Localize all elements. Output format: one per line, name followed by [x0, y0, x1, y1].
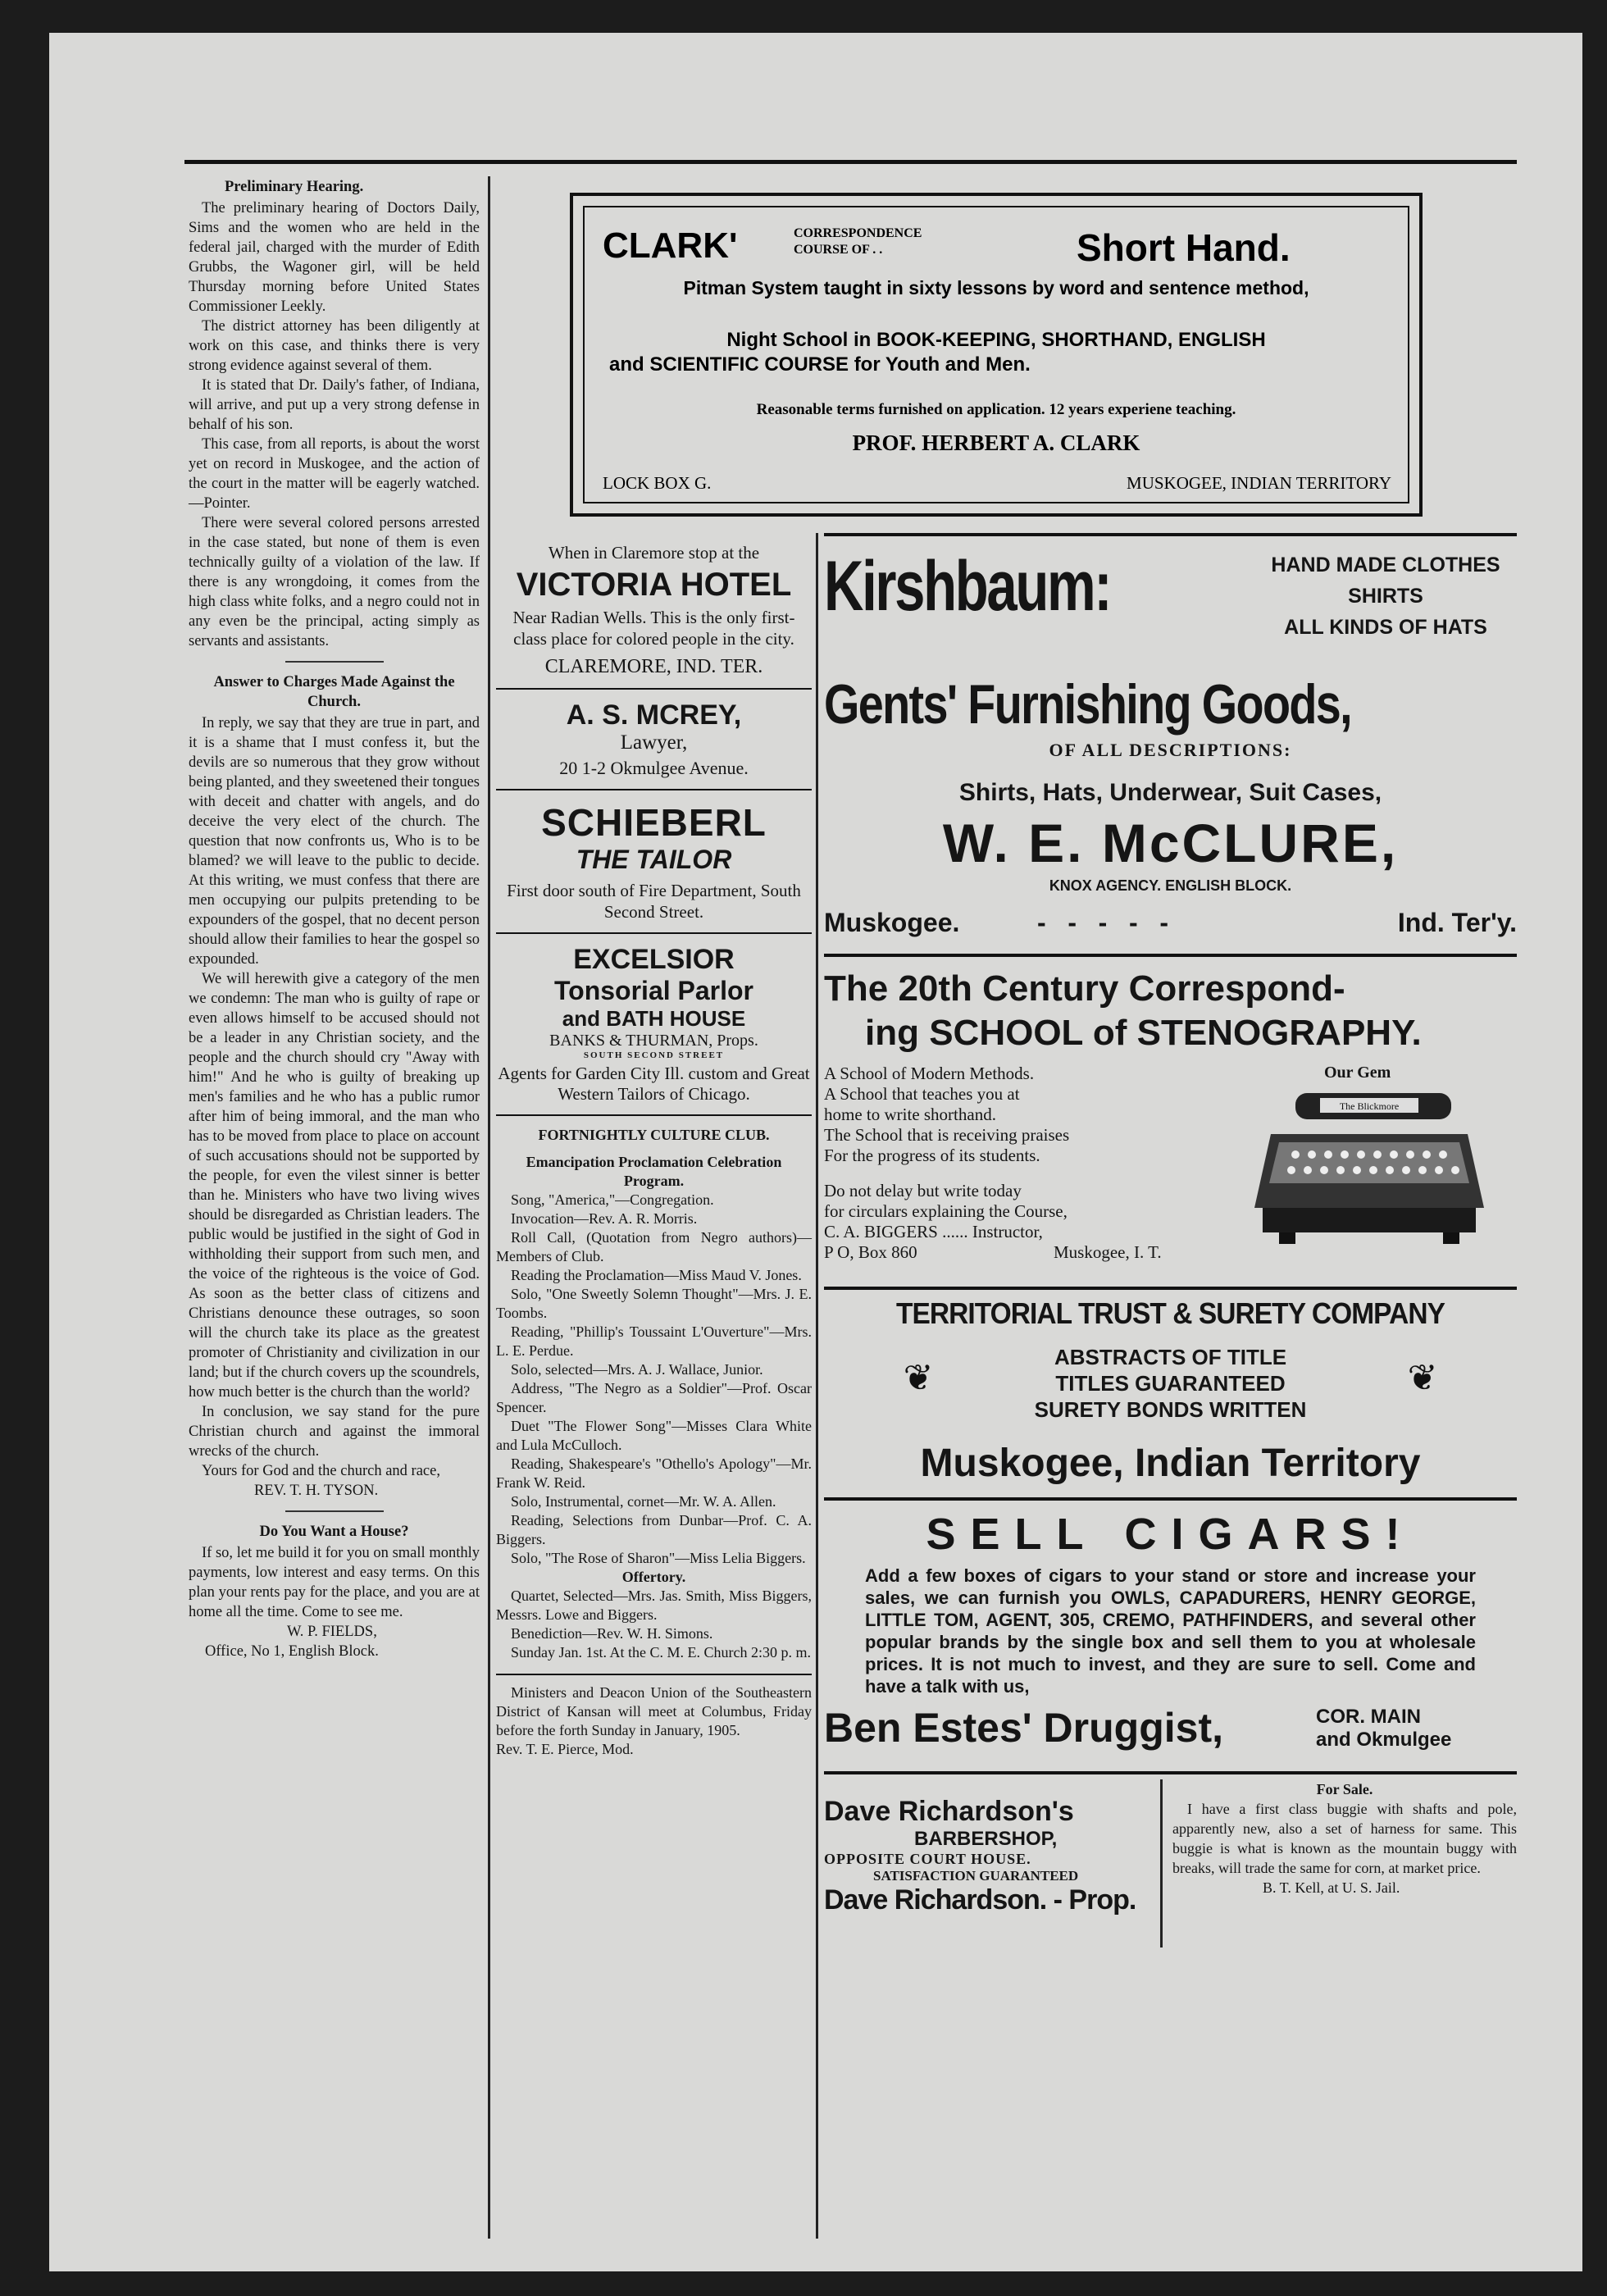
paragraph: The preliminary hearing of Doctors Daily, Sims and the women who are held in the federal jail, charged with the murder of Edith Grubbs, the Wagoner girl, will be held Thursday morning before United States Commissioner Leekly. [189, 200, 480, 315]
divider [496, 932, 812, 934]
program-item: Duet "The Flower Song"—Misses Clara White and Lula McCulloch. [496, 1418, 812, 1453]
barber-shop: BARBERSHOP, [914, 1828, 1058, 1850]
paragraph: The district attorney has been diligently at work on this case, and thinks there is very strong evidence against several of them. [189, 318, 480, 374]
paragraph: This case, from all reports, is about the worst yet on record in Muskogee, and the action of the court in the matter will be eagerly watched.—Pointer. [189, 436, 480, 512]
divider [496, 1114, 812, 1116]
trust-body [824, 1341, 1517, 1431]
mcrey-title: Lawyer, [620, 731, 688, 754]
schieberl-name: SCHIEBERL [541, 801, 767, 844]
corner-line: and Okmulgee [1316, 1729, 1452, 1751]
ind-ter: Ind. Ter'y. [1397, 908, 1517, 937]
ministers-mod: Rev. T. E. Pierce, Mod. [496, 1741, 634, 1757]
shirts-line: Shirts, Hats, Underwear, Suit Cases, [958, 779, 1382, 806]
steno-line: A School of Modern Methods. [824, 1064, 1035, 1083]
barber-opposite: OPPOSITE COURT HOUSE. [824, 1851, 1031, 1867]
trust-line: SURETY BONDS WRITTEN [1034, 1397, 1307, 1422]
estes-name: Ben Estes' Druggist, [824, 1705, 1223, 1751]
steno-instructor: C. A. BIGGERS ...... Instructor, [824, 1222, 1043, 1241]
mcrey-address: 20 1-2 Okmulgee Avenue. [559, 758, 749, 778]
program-item: Reading the Proclamation—Miss Maud V. Jones. [511, 1267, 802, 1283]
clark-shorthand-ad [570, 193, 1423, 517]
corner-line: COR. MAIN [1316, 1706, 1421, 1728]
paragraph: In conclusion, we say stand for the pure Christian church and against the immoral wrecks of the church. [189, 1404, 480, 1460]
column-divider-1 [488, 176, 490, 2239]
trust-city: Muskogee, Indian Territory [920, 1442, 1421, 1485]
advertiser-name: W. P. FIELDS, [287, 1624, 377, 1640]
column-divider-2 [816, 533, 818, 2239]
program-item: Invocation—Rev. A. R. Morris. [511, 1210, 698, 1227]
for-sale-ad [1172, 1779, 1517, 1897]
program-item: Address, "The Negro as a Soldier"—Prof. Oscar Spencer. [496, 1380, 812, 1415]
divider [824, 533, 1517, 536]
our-gem: Our Gem [1324, 1064, 1391, 1082]
steno-title-1: The 20th Century Correspond- [824, 968, 1345, 1009]
kirshbaum-side [1254, 549, 1517, 643]
ornament-icon: ❦ [1407, 1358, 1438, 1398]
program-item: Sunday Jan. 1st. At the C. M. E. Church 2:30 p. m. [511, 1644, 811, 1660]
paragraph: If so, let me build it for you on small monthly payments, low interest and easy terms. On this plan your rents pay for the place, and you are at home all the time. Come to see me. [189, 1545, 480, 1620]
excelsior-street: SOUTH SECOND STREET [583, 1050, 725, 1060]
ad-divider [1160, 1779, 1163, 1947]
column-left [189, 174, 480, 1661]
trust-line: TITLES GUARANTEED [1055, 1371, 1286, 1396]
stenography-body [824, 1064, 1517, 1277]
divider [824, 1497, 1517, 1501]
excelsior-name: EXCELSIOR [573, 944, 735, 975]
program-item: Benediction—Rev. W. H. Simons. [511, 1625, 713, 1642]
program-item: Quartet, Selected—Mrs. Jas. Smith, Miss Biggers, Messrs. Lowe and Biggers. [496, 1588, 812, 1623]
estes-corner [1316, 1706, 1451, 1752]
steno-title-2: ing SCHOOL of STENOGRAPHY. [865, 1013, 1422, 1053]
for-sale-title: For Sale. [1316, 1781, 1373, 1797]
excelsior-props: BANKS & THURMAN, Props. [549, 1032, 758, 1050]
column-middle [496, 533, 812, 1759]
night-school-1: Night School in BOOK-KEEPING, SHORTHAND, ENGLISH [726, 329, 1266, 351]
newspaper-page [49, 33, 1582, 2271]
program-list [496, 1191, 812, 1662]
gents-furnishing: Gents' Furnishing Goods, [824, 673, 1352, 736]
paragraph: We will herewith give a category of the men we condemn: The man who is guilty of rape or even allows himself to be accused should not be a leader in any Christian society, and the people and the church should cry "Away with him!" And he who is guilty of breaking up men's families and he who has a public rumor after him of being immoral, and the man who has to be moved from place to place on account of such accusations should not be supported by the people, for even the vilest sinner is better than he. Ministers who have two living wives should be disregarded as Christian leaders. The public would be justified in the sight of God in withholding their support from such men, and the voice of the righteous is the voice of God. As soon as the better class of citizens and Christians denounce these outrages, so soon will the church take its place as the greatest promoter of Christianity and civilization in our land; but if the church covers up the scoundrels, how much better is the church than the world? [189, 971, 480, 1401]
side-line: SHIRTS [1348, 585, 1423, 608]
offertory: Offertory. [621, 1569, 686, 1585]
barber-ad [824, 1796, 1152, 1916]
steno-line: The School that is receiving praises [824, 1125, 1070, 1145]
stenography-title [824, 967, 1517, 1055]
bottom-ads [824, 1779, 1517, 1952]
divider [824, 954, 1517, 957]
program-item: Reading, Selections from Dunbar—Prof. C. A. Biggers. [496, 1512, 812, 1547]
side-line: ALL KINDS OF HATS [1284, 616, 1487, 639]
victoria-city: CLAREMORE, IND. TER. [544, 656, 763, 677]
steno-line: for circulars explaining the Course, [824, 1201, 1068, 1221]
course-line-1: CORRESPONDENCE [794, 226, 922, 240]
excelsior-line2: Tonsorial Parlor [553, 976, 753, 1005]
mcrey-name: A. S. MCREY, [566, 699, 742, 731]
program-item: Solo, "The Rose of Sharon"—Miss Lelia Biggers. [511, 1550, 806, 1566]
cigars-body: Add a few boxes of cigars to your stand or store and increase your sales, we can furnish you OWLS, CAPADURERS, HENRY GEORGE, LITTLE TOM, AGENT, 305, CREMO, PATHFINDERS, and several other popular brands by the single box and sell them to you at wholesale prices. It is not much to invest, and they are sure to sell. Come and have a talk with us, [865, 1565, 1476, 1697]
closing: Yours for God and the church and race, [202, 1463, 440, 1479]
terms-line: Reasonable terms furnished on application. 12 years experiene teaching. [756, 401, 1236, 418]
night-school-2: and SCIENTIFIC COURSE for Youth and Men. [609, 353, 1031, 376]
steno-line: home to write shorthand. [824, 1105, 996, 1124]
victoria-desc: Near Radian Wells. This is the only first-class place for colored people in the city. [512, 608, 795, 649]
divider [824, 1771, 1517, 1774]
mcclure-name: W. E. McCLURE, [942, 813, 1399, 873]
prof-name: PROF. HERBERT A. CLARK [852, 430, 1140, 455]
cigars-title: SELL CIGARS! [926, 1510, 1415, 1559]
column-right [824, 533, 1517, 1952]
barber-name: Dave Richardson's [824, 1796, 1074, 1827]
pitman-line: Pitman System taught in sixty lessons by word and sentence method, [683, 277, 1309, 298]
kirshbaum-header [824, 541, 1517, 672]
program-item: Solo, Instrumental, cornet—Mr. W. A. Allen. [511, 1493, 776, 1510]
program-title: Emancipation Proclamation Celebration Program. [526, 1154, 782, 1189]
clark-name: CLARK' [603, 226, 738, 266]
descriptions: OF ALL DESCRIPTIONS: [1049, 740, 1292, 760]
dashes: - - - - - [1037, 908, 1168, 937]
typewriter-icon [1246, 1085, 1492, 1249]
program-item: Solo, "One Sweetly Solemn Thought"—Mrs. J. E. Toombs. [496, 1286, 812, 1321]
paragraph: It is stated that Dr. Daily's father, of Indiana, will arrive, and put up a very strong defense in behalf of his son. [189, 377, 480, 433]
trust-services [939, 1344, 1402, 1423]
office-address: Office, No 1, English Block. [205, 1643, 379, 1660]
steno-line: A School that teaches you at [824, 1084, 1020, 1104]
schieberl-title: THE TAILOR [576, 845, 732, 874]
shorthand-title: Short Hand. [1077, 226, 1291, 269]
course-line-2: COURSE OF . . [794, 243, 883, 257]
steno-line: Do not delay but write today [824, 1181, 1022, 1200]
culture-club: FORTNIGHTLY CULTURE CLUB. [538, 1127, 770, 1143]
trust-name: TERRITORIAL TRUST & SURETY COMPANY [895, 1296, 1445, 1330]
excelsior-line3: and BATH HOUSE [562, 1006, 746, 1031]
divider [496, 1674, 812, 1675]
steno-lines [824, 1064, 1218, 1263]
signature: REV. T. H. TYSON. [254, 1483, 379, 1499]
program-item: Reading, Shakespeare's "Othello's Apology"—Mr. Frank W. Reid. [496, 1456, 812, 1491]
victoria-name: VICTORIA HOTEL [516, 567, 792, 603]
lock-box: LOCK BOX G. [603, 473, 712, 493]
typewriter-brand: The Blickmore [1339, 1100, 1400, 1112]
for-sale-body: I have a first class buggie with shafts and pole, apparently new, also a set of harness for same. This buggie is what is known as the mountain buggy with breaks, will trade the same for corn, at market price. [1172, 1801, 1517, 1876]
steno-line: For the progress of its students. [824, 1146, 1040, 1165]
muskogee-city: Muskogee. [824, 908, 960, 937]
victoria-intro: When in Claremore stop at the [548, 543, 760, 563]
excelsior-agents: Agents for Garden City Ill. custom and Great Western Tailors of Chicago. [498, 1064, 810, 1104]
for-sale-sig: B. T. Kell, at U. S. Jail. [1263, 1879, 1400, 1896]
clark-location: MUSKOGEE, INDIAN TERRITORY [1127, 473, 1391, 493]
steno-box: P O, Box 860 [824, 1242, 917, 1262]
paragraph: In reply, we say that they are true in part, and it is a shame that I must confess it, but the devils are so numerous that they grow without being planted, and they sweetened their tongues with deceit and chatter with angels, and do deceive the very elect of the church. The question that now confronts us, Who is to be blamed? we will leave to the public to decide. At this writing, we must confess that there are men occupying our pulpits pretending to be expounders of the gospel, that no decent person should allow their families to hear the gospel so expounded. [189, 715, 480, 968]
program-item: Roll Call, (Quotation from Negro authors)—Members of Club. [496, 1229, 812, 1264]
side-line: HAND MADE CLOTHES [1271, 554, 1500, 576]
separator [285, 1510, 384, 1512]
ornament-icon: ❦ [903, 1358, 934, 1398]
article-title: Answer to Charges Made Against the Church. [213, 674, 455, 710]
paragraph: There were several colored persons arrested in the case stated, but none of them is even technically guilty of a violation of the law. If there is any wrongdoing, it comes from the high class white folks, and a negro could not in any even be the principal, acting simply as servants and assistants. [189, 515, 480, 649]
program-item: Song, "America,"—Congregation. [511, 1191, 714, 1208]
ministers-notice: Ministers and Deacon Union of the Southeastern District of Kansan will meet at Columbus, Friday before the forth Sunday in January, 1905. [496, 1684, 812, 1738]
schieberl-address: First door south of Fire Department, South Second Street. [507, 881, 801, 922]
knox-agency: KNOX AGENCY. ENGLISH BLOCK. [1049, 877, 1292, 894]
muskogee-line [824, 903, 1517, 944]
steno-city: Muskogee, I. T. [1054, 1242, 1162, 1262]
divider [496, 688, 812, 690]
barber-prop: Dave Richardson. - Prop. [824, 1884, 1136, 1916]
trust-line: ABSTRACTS OF TITLE [1054, 1345, 1287, 1369]
course-label [794, 226, 922, 258]
article-title: Do You Want a House? [259, 1524, 409, 1540]
kirshbaum-name: Kirshbaum: [824, 547, 1111, 626]
divider [496, 789, 812, 790]
program-item: Reading, "Phillip's Toussaint L'Ouverture"—Mrs. L. E. Perdue. [496, 1323, 812, 1359]
barber-satisfaction: SATISFACTION GUARANTEED [873, 1868, 1079, 1884]
article-title: Preliminary Hearing. [225, 179, 364, 195]
top-rule [184, 160, 1517, 164]
estes-line [824, 1702, 1517, 1760]
divider [824, 1287, 1517, 1290]
separator [285, 661, 384, 663]
program-item: Solo, selected—Mrs. A. J. Wallace, Junior. [511, 1361, 763, 1378]
